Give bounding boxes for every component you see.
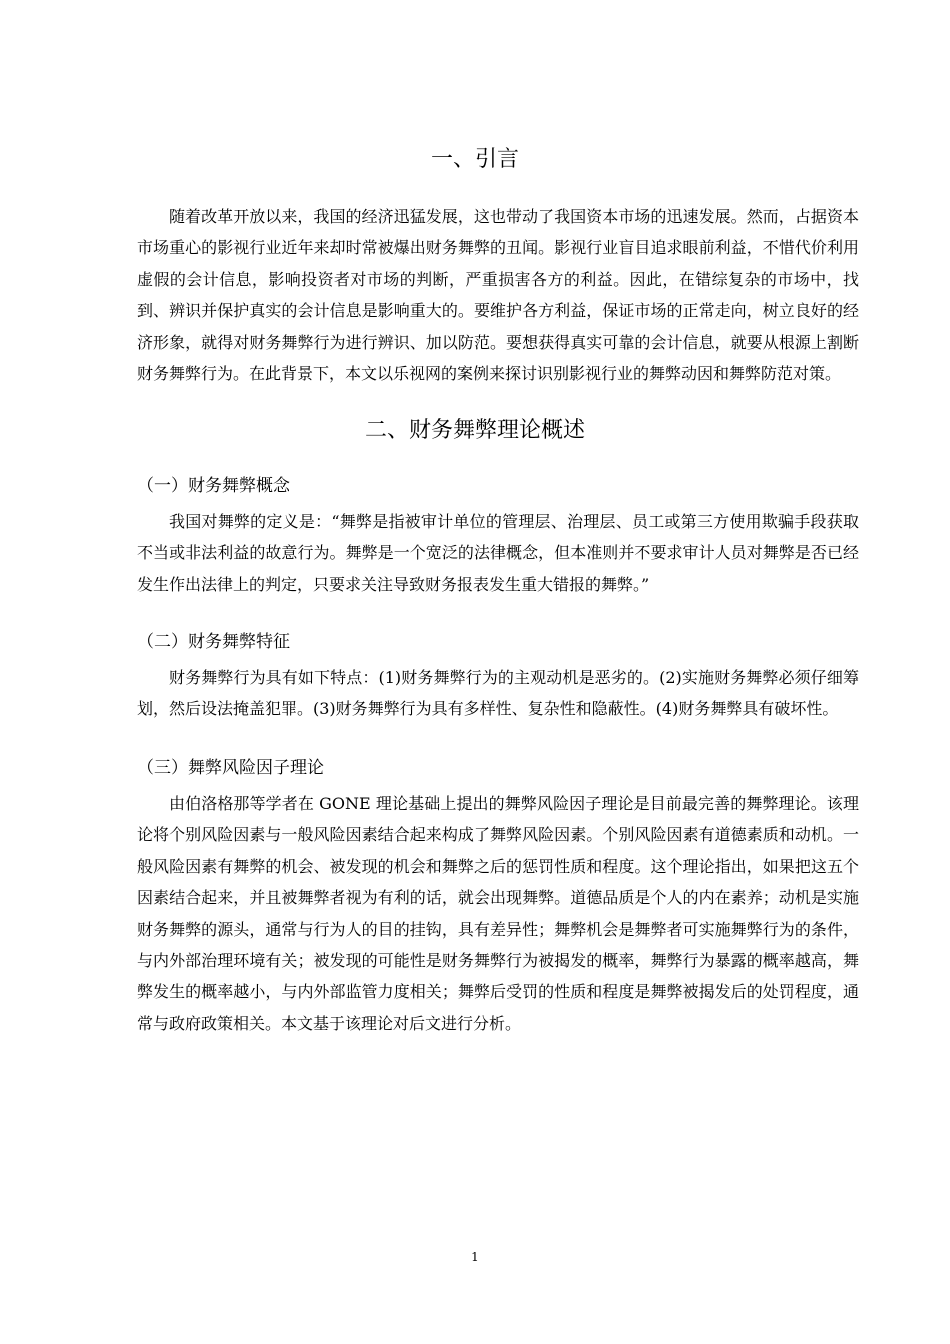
- subsection-heading-features: （二）财务舞弊特征: [137, 632, 290, 652]
- subsection-heading-risk-factor: （三）舞弊风险因子理论: [137, 758, 324, 778]
- concept-paragraph: 我国对舞弊的定义是：“舞弊是指被审计单位的管理层、治理层、员工或第三方使用欺骗手段获取不当或非法利益的故意行为。舞弊是一个宽泛的法律概念，但本准则并不要求审计人员对舞弊是否已经发生作出法律上的判定，只要求关注导致财务报表发生重大错报的舞弊。”: [137, 512, 859, 594]
- section-title-intro: 一、引言: [430, 147, 519, 172]
- features-paragraph: 财务舞弊行为具有如下特点：(1)财务舞弊行为的主观动机是恶劣的。(2)实施财务舞弊必须仔细筹划，然后设法掩盖犯罪。(3)财务舞弊行为具有多样性、复杂性和隐蔽性。(4)财务舞弊具有破坏性。: [137, 668, 859, 719]
- section-title-theory: 二、财务舞弊理论概述: [364, 418, 585, 443]
- page-number: 1: [471, 1250, 479, 1264]
- risk-factor-paragraph: 由伯洛格那等学者在 GONE 理论基础上提出的舞弊风险因子理论是目前最完善的舞弊理论。该理论将个别风险因素与一般风险因素结合起来构成了舞弊风险因素。个别风险因素有道德素质和动机。一般风险因素有舞弊的机会、被发现的机会和舞弊之后的惩罚性质和程度。这个理论指出，如果把这五个因素结合起来，并且被舞弊者视为有利的话，就会出现舞弊。道德品质是个人的内在素养；动机是实施财务舞弊的源头，通常与行为人的目的挂钩，具有差异性；舞弊机会是舞弊者可实施舞弊行为的条件，与内外部治理环境有关；被发现的可能性是财务舞弊行为被揭发的概率，舞弊行为暴露的概率越高，舞弊发生的概率越小，与内外部监管力度相关；舞弊后受罚的性质和程度是舞弊被揭发后的处罚程度，通常与政府政策相关。本文基于该理论对后文进行分析。: [137, 794, 859, 1033]
- intro-paragraph: 随着改革开放以来，我国的经济迅猛发展，这也带动了我国资本市场的迅速发展。然而，占据资本市场重心的影视行业近年来却时常被爆出财务舞弊的丑闻。影视行业盲目追求眼前利益，不惜代价利用虚假的会计信息，影响投资者对市场的判断，严重损害各方的利益。因此，在错综复杂的市场中，找到、辨识并保护真实的会计信息是影响重大的。要维护各方利益，保证市场的正常走向，树立良好的经济形象，就得对财务舞弊行为进行辨识、加以防范。要想获得真实可靠的会计信息，就要从根源上割断财务舞弊行为。在此背景下，本文以乐视网的案例来探讨识别影视行业的舞弊动因和舞弊防范对策。: [137, 207, 859, 384]
- subsection-heading-concept: （一）财务舞弊概念: [137, 476, 290, 496]
